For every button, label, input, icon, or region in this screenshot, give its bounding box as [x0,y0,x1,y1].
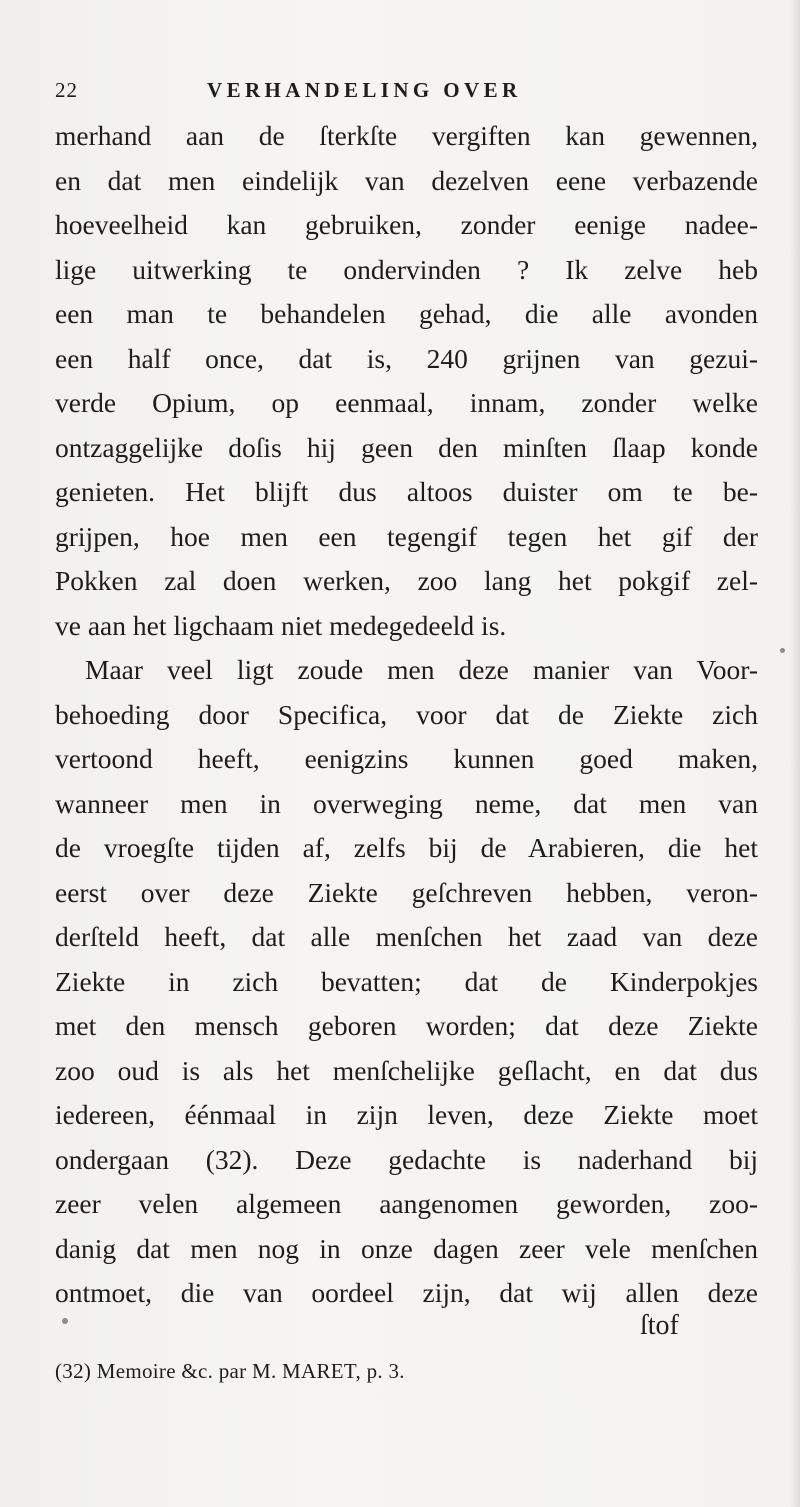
ink-speck-mark [780,648,785,653]
ink-speck-mark [62,1318,68,1324]
text-line: de vroegſte tijden af, zelfs bij de Arabieren, die het [55,832,758,863]
page-number: 22 [55,78,78,102]
text-line: zoo oud is als het menſchelijke geſlacht, en dat dus [55,1054,758,1086]
text-line: wanneer men in overweging neme, dat men van [55,787,758,819]
text-line: en dat men eindelijk van dezelven eene verbazende [55,164,758,196]
text-line: lige uitwerking te ondervinden ? Ik zelve heb [55,253,758,285]
page-edge-shadow [790,0,800,1507]
text-line-paragraph-end: ve aan het ligchaam niet medegedeeld is. [55,609,507,641]
text-line: Maar veel ligt zoude men deze manier van Voor- [85,654,758,685]
text-line: merhand aan de ſterkſte vergiften kan gewennen, [55,120,758,151]
text-line: iedereen, éénmaal in zijn leven, deze Ziekte moet [55,1099,758,1130]
text-line: ontmoet, die van oordeel zijn, dat wij allen deze [55,1277,758,1308]
text-line: Pokken zal doen werken, zoo lang het pokgif zel- [55,565,758,596]
body-text [55,114,758,1316]
text-line: ondergaan (32). Deze gedachte is naderhand bij [55,1143,758,1175]
catchword: ſtof [640,1310,679,1341]
text-line: derſteld heeft, dat alle menſchen het zaad van deze [55,921,758,952]
page-header [55,78,755,108]
text-line: genieten. Het blijft dus altoos duister om te be- [55,476,758,507]
text-line: verde Opium, op eenmaal, innam, zonder welke [55,387,758,418]
text-line: Ziekte in zich bevatten; dat de Kinderpokjes [55,965,758,997]
text-line: een man te behandelen gehad, die alle avonden [55,298,758,329]
text-line: met den mensch geboren worden; dat deze Ziekte [55,1010,758,1041]
running-head: VERHANDELING OVER [207,78,522,102]
text-line: grijpen, hoe men een tegengif tegen het gif der [55,520,758,552]
footnote: (32) Memoire &c. par M. MARET, p. 3. [55,1359,405,1383]
text-line: zeer velen algemeen aangenomen geworden, zoo- [55,1188,758,1219]
text-line: ontzaggelijke doſis hij geen den minſten ſlaap konde [55,431,758,463]
text-line: eerst over deze Ziekte geſchreven hebben, veron- [55,876,758,908]
text-line: hoeveelheid kan gebruiken, zonder eenige nadee- [55,209,758,240]
text-line: danig dat men nog in onze dagen zeer vele menſchen [55,1232,758,1264]
text-line: behoeding door Specifica, voor dat de Ziekte zich [55,698,758,730]
text-line: vertoond heeft, eenigzins kunnen goed maken, [55,743,758,774]
text-line: een half once, dat is, 240 grijnen van gezui- [55,342,758,374]
